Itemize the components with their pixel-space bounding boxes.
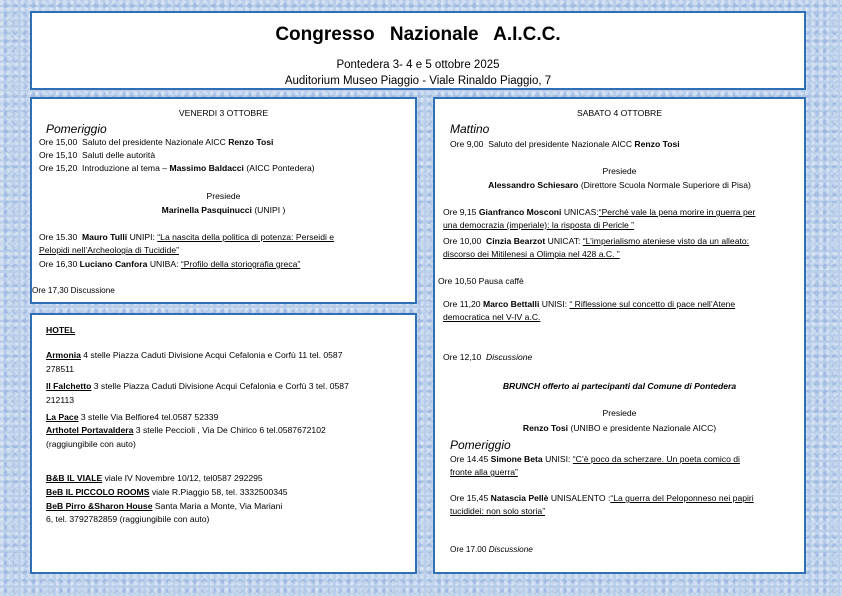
friday-talk-1: Ore 15.30 Mauro Tulli UNIPI: “La nascita della politica di potenza: Perseidi e bbox=[39, 232, 335, 242]
hotel-armonia-line2: 278511 bbox=[46, 364, 75, 374]
saturday-talk-2-title-2: discorso dei Mitilenesi a Olimpia nel 428 a.C. ” bbox=[443, 249, 620, 259]
friday-day: VENERDI 3 OTTOBRE bbox=[178, 108, 269, 118]
friday-closing: Ore 17,30 Discussione bbox=[32, 286, 115, 295]
saturday-talk-2: Ore 10,00 Cinzia Bearzot UNICAT: “L’imperialismo ateniese visto da un alleato: bbox=[443, 236, 750, 246]
saturday-talk-1: Ore 9,15 Gianfranco Mosconi UNICAS:“Perché vale la pena morire in guerra per bbox=[443, 207, 756, 217]
hotel-falchetto: Il Falchetto 3 stelle Piazza Caduti Divisione Acqui Cefalonia e Corfù 3 tel. 0587 bbox=[46, 381, 349, 391]
bnb-piccolo-rooms: BeB IL PICCOLO ROOMS viale R.Piaggio 58, tel. 3332500345 bbox=[46, 487, 288, 497]
bnb-pirro-sharon: BeB Pirro &Sharon House Santa Maria a Monte, Via Mariani bbox=[46, 501, 283, 511]
hotel-list bbox=[30, 313, 417, 574]
header-box bbox=[30, 11, 806, 90]
friday-item-1: Ore 15,00 Saluto del presidente Nazionale AICC Renzo Tosi bbox=[39, 137, 274, 147]
friday-talk-1-title-2: Pelopidi nell’Archeologia di Tucidide” bbox=[39, 245, 179, 255]
saturday-break: Ore 10,50 Pausa caffè bbox=[438, 276, 524, 286]
bnb-il-viale: B&B IL VIALE viale IV Novembre 10/12, tel0587 292295 bbox=[46, 473, 263, 483]
saturday-talk-1-title-2: una democrazia (imperiale): la risposta di Pericle ” bbox=[443, 220, 635, 230]
hotel-la-pace: La Pace 3 stelle Via Belfiore4 tel.0587 52339 bbox=[46, 412, 219, 422]
event-dates: Pontedera 3- 4 e 5 ottobre 2025 bbox=[336, 58, 500, 71]
saturday-talk-4-title-2: fronte alla guerra” bbox=[450, 467, 518, 477]
saturday-talk-5: Ore 15,45 Natascia Pellè UNISALENTO :“La guerra del Peloponneso nei papiri bbox=[450, 493, 754, 503]
friday-item-3: Ore 15,20 Introduzione al tema – Massimo Baldacci (AICC Pontedera) bbox=[39, 163, 315, 173]
saturday-talk-4: Ore 14.45 Simone Beta UNISI: “C’è poco da scherzare. Un poeta comico di bbox=[450, 454, 740, 464]
friday-program bbox=[30, 97, 417, 304]
saturday-discussion: Ore 12,10 Discussione bbox=[443, 352, 533, 362]
saturday-opening: Ore 9,00 Saluto del presidente Nazionale AICC Renzo Tosi bbox=[450, 139, 680, 149]
hotel-heading: HOTEL bbox=[46, 325, 76, 335]
page-title: Congresso Nazionale A.I.C.C. bbox=[275, 24, 561, 45]
friday-chair-label: Presiede bbox=[206, 191, 241, 201]
friday-talk-2: Ore 16,30 Luciano Canfora UNIBA: “Profilo della storiografia greca” bbox=[39, 259, 301, 269]
hotel-falchetto-line2: 212113 bbox=[46, 395, 75, 405]
saturday-closing: Ore 17.00 Discussione bbox=[450, 545, 533, 554]
hotel-armonia: Armonia 4 stelle Piazza Caduti Divisione Acqui Cefalonia e Corfù 11 tel. 0587 bbox=[46, 350, 343, 360]
saturday-chair2: Renzo Tosi (UNIBO e presidente Nazionale AICC) bbox=[522, 423, 717, 433]
saturday-talk-3-title-2: democratica nel V-IV a.C. bbox=[443, 312, 541, 322]
saturday-day: SABATO 4 OTTOBRE bbox=[576, 108, 662, 118]
hotel-arthotel: Arthotel Portavaldera 3 stelle Peccioli , Via De Chirico 6 tel.0587672102 bbox=[46, 425, 326, 435]
friday-chair: Marinella Pasquinucci (UNIPI ) bbox=[161, 205, 286, 215]
friday-item-2: Ore 15,10 Saluti delle autorità bbox=[39, 150, 156, 160]
event-venue: Auditorium Museo Piaggio - Viale Rinaldo Piaggio, 7 bbox=[284, 75, 552, 88]
saturday-morning: Mattino bbox=[450, 122, 490, 136]
hotel-arthotel-line2: (raggiungibile con auto) bbox=[46, 439, 136, 449]
saturday-afternoon: Pomeriggio bbox=[450, 438, 511, 452]
saturday-talk-5-title-2: tucididei: non solo storia” bbox=[450, 506, 546, 516]
saturday-chair: Alessandro Schiesaro (Direttore Scuola Normale Superiore di Pisa) bbox=[488, 180, 751, 190]
saturday-program bbox=[433, 97, 806, 574]
saturday-talk-3: Ore 11,20 Marco Bettalli UNISI: “ Riflessione sul concetto di pace nell’Atene bbox=[443, 299, 736, 309]
saturday-chair-label: Presiede bbox=[602, 166, 637, 176]
bnb-pirro-sharon-line2: 6, tel. 3792782859 (raggiungibile con auto) bbox=[46, 514, 210, 524]
saturday-brunch: BRUNCH offerto ai partecipanti dal Comune di Pontedera bbox=[502, 381, 737, 391]
friday-session: Pomeriggio bbox=[46, 122, 107, 136]
saturday-chair2-label: Presiede bbox=[602, 408, 637, 418]
